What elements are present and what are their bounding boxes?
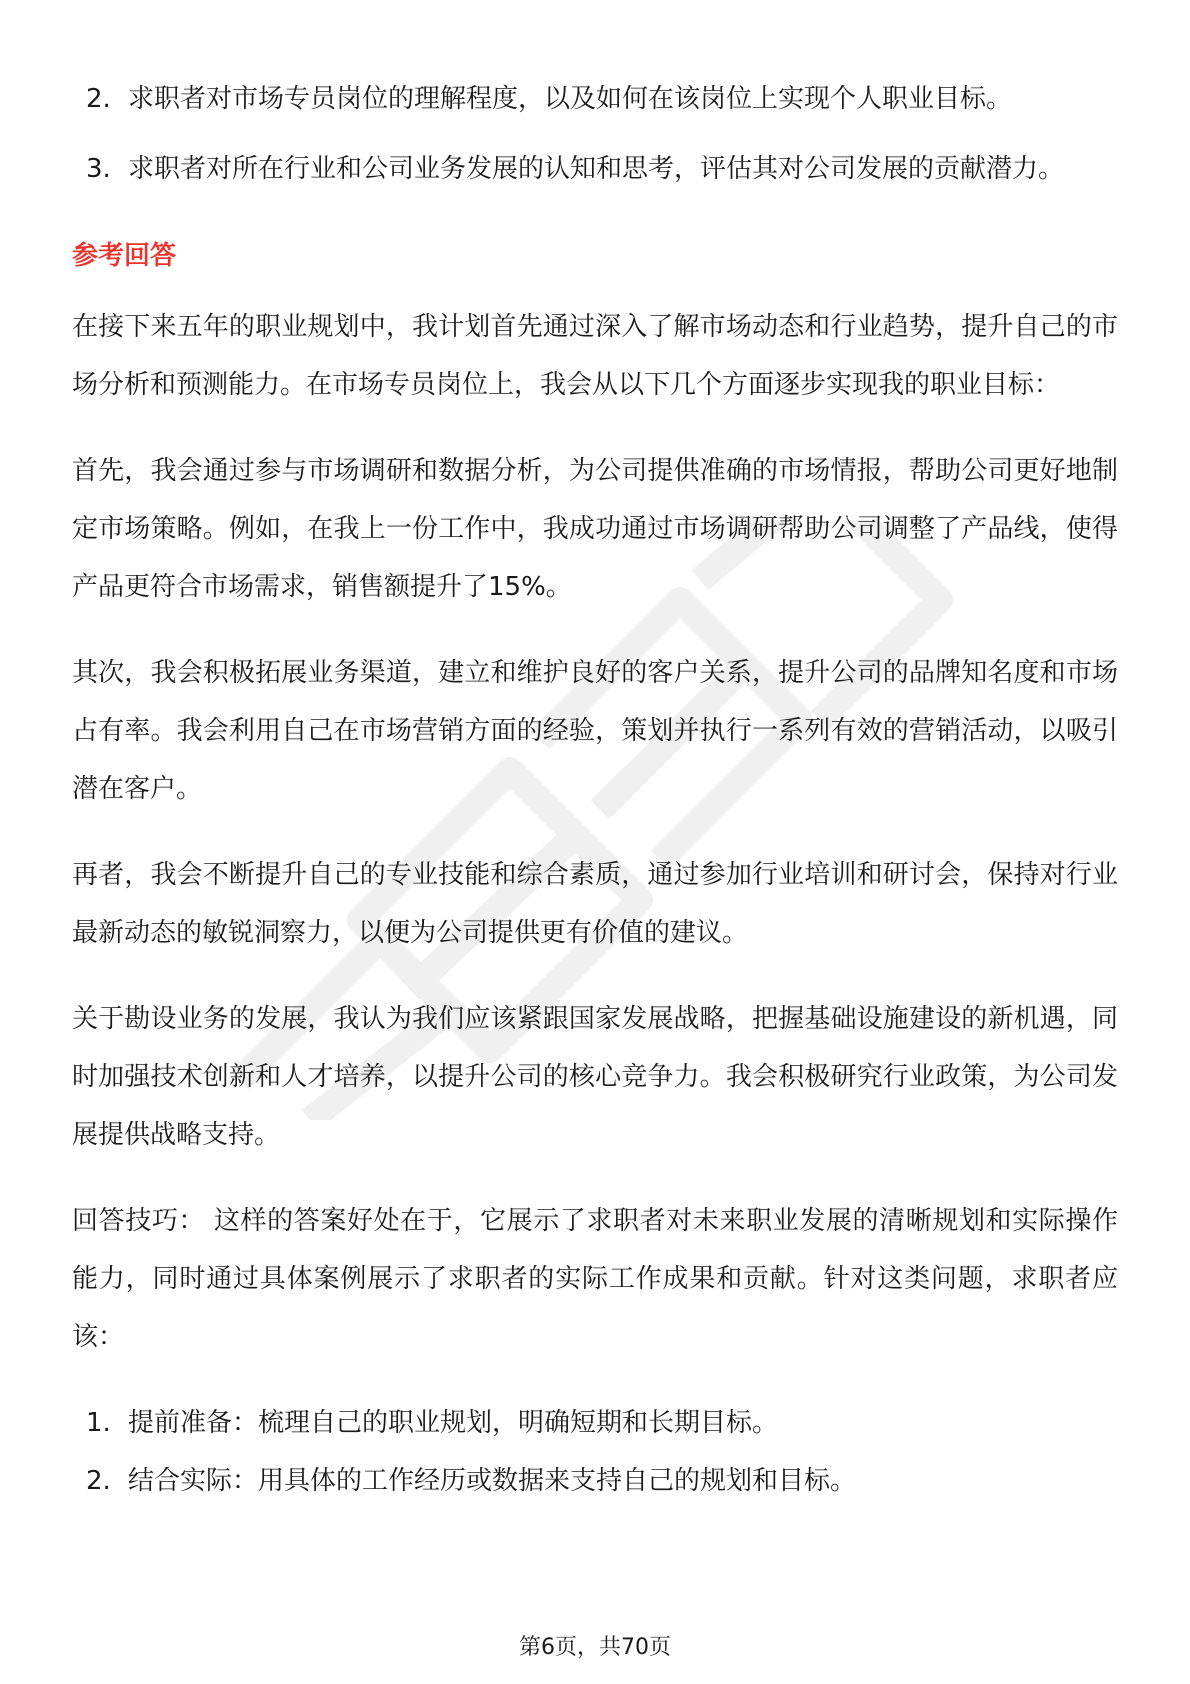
list-item (72, 1452, 1118, 1510)
answer-paragraph: 首先，我会通过参与市场调研和数据分析，为公司提供准确的市场情报，帮助公司更好地制定市场策略。例如，在我上一份工作中，我成功通过市场调研帮助公司调整了产品线，使得产品更符合市场需求，销售额提升了15%。 (72, 456, 1118, 602)
list-text: 求职者对所在行业和公司业务发展的认知和思考，评估其对公司发展的贡献潜力。 (128, 154, 1065, 184)
tips-list (72, 1394, 1118, 1510)
list-item (72, 140, 1118, 198)
list-text: 结合实际：用具体的工作经历或数据来支持自己的规划和目标。 (128, 1466, 857, 1496)
page-footer: 第6页，共70页 (519, 1635, 671, 1660)
answer-paragraph: 在接下来五年的职业规划中，我计划首先通过深入了解市场动态和行业趋势，提升自己的市场分析和预测能力。在市场专员岗位上，我会从以下几个方面逐步实现我的职业目标： (72, 312, 1118, 400)
list-text: 求职者对市场专员岗位的理解程度，以及如何在该岗位上实现个人职业目标。 (128, 84, 1013, 114)
list-number: 1. (86, 1408, 111, 1438)
list-item (72, 1394, 1118, 1452)
section-heading: 参考回答 (72, 241, 177, 271)
list-text: 提前准备：梳理自己的职业规划，明确短期和长期目标。 (128, 1408, 779, 1438)
page-content (72, 70, 1118, 1510)
criteria-list (72, 70, 1118, 198)
answer-paragraph: 再者，我会不断提升自己的专业技能和综合素质，通过参加行业培训和研讨会，保持对行业最新动态的敏锐洞察力，以便为公司提供更有价值的建议。 (72, 860, 1118, 948)
list-item (72, 70, 1118, 128)
list-number: 2. (86, 84, 111, 114)
answer-paragraph: 关于勘设业务的发展，我认为我们应该紧跟国家发展战略，把握基础设施建设的新机遇，同时加强技术创新和人才培养，以提升公司的核心竞争力。我会积极研究行业政策，为公司发展提供战略支持。 (72, 1004, 1118, 1150)
list-number: 2. (86, 1466, 111, 1496)
tips-paragraph: 回答技巧： 这样的答案好处在于，它展示了求职者对未来职业发展的清晰规划和实际操作能力，同时通过具体案例展示了求职者的实际工作成果和贡献。针对这类问题，求职者应该： (72, 1206, 1118, 1352)
answer-paragraph: 其次，我会积极拓展业务渠道，建立和维护良好的客户关系，提升公司的品牌知名度和市场占有率。我会利用自己在市场营销方面的经验，策划并执行一系列有效的营销活动，以吸引潜在客户。 (72, 658, 1118, 804)
list-number: 3. (86, 154, 111, 184)
